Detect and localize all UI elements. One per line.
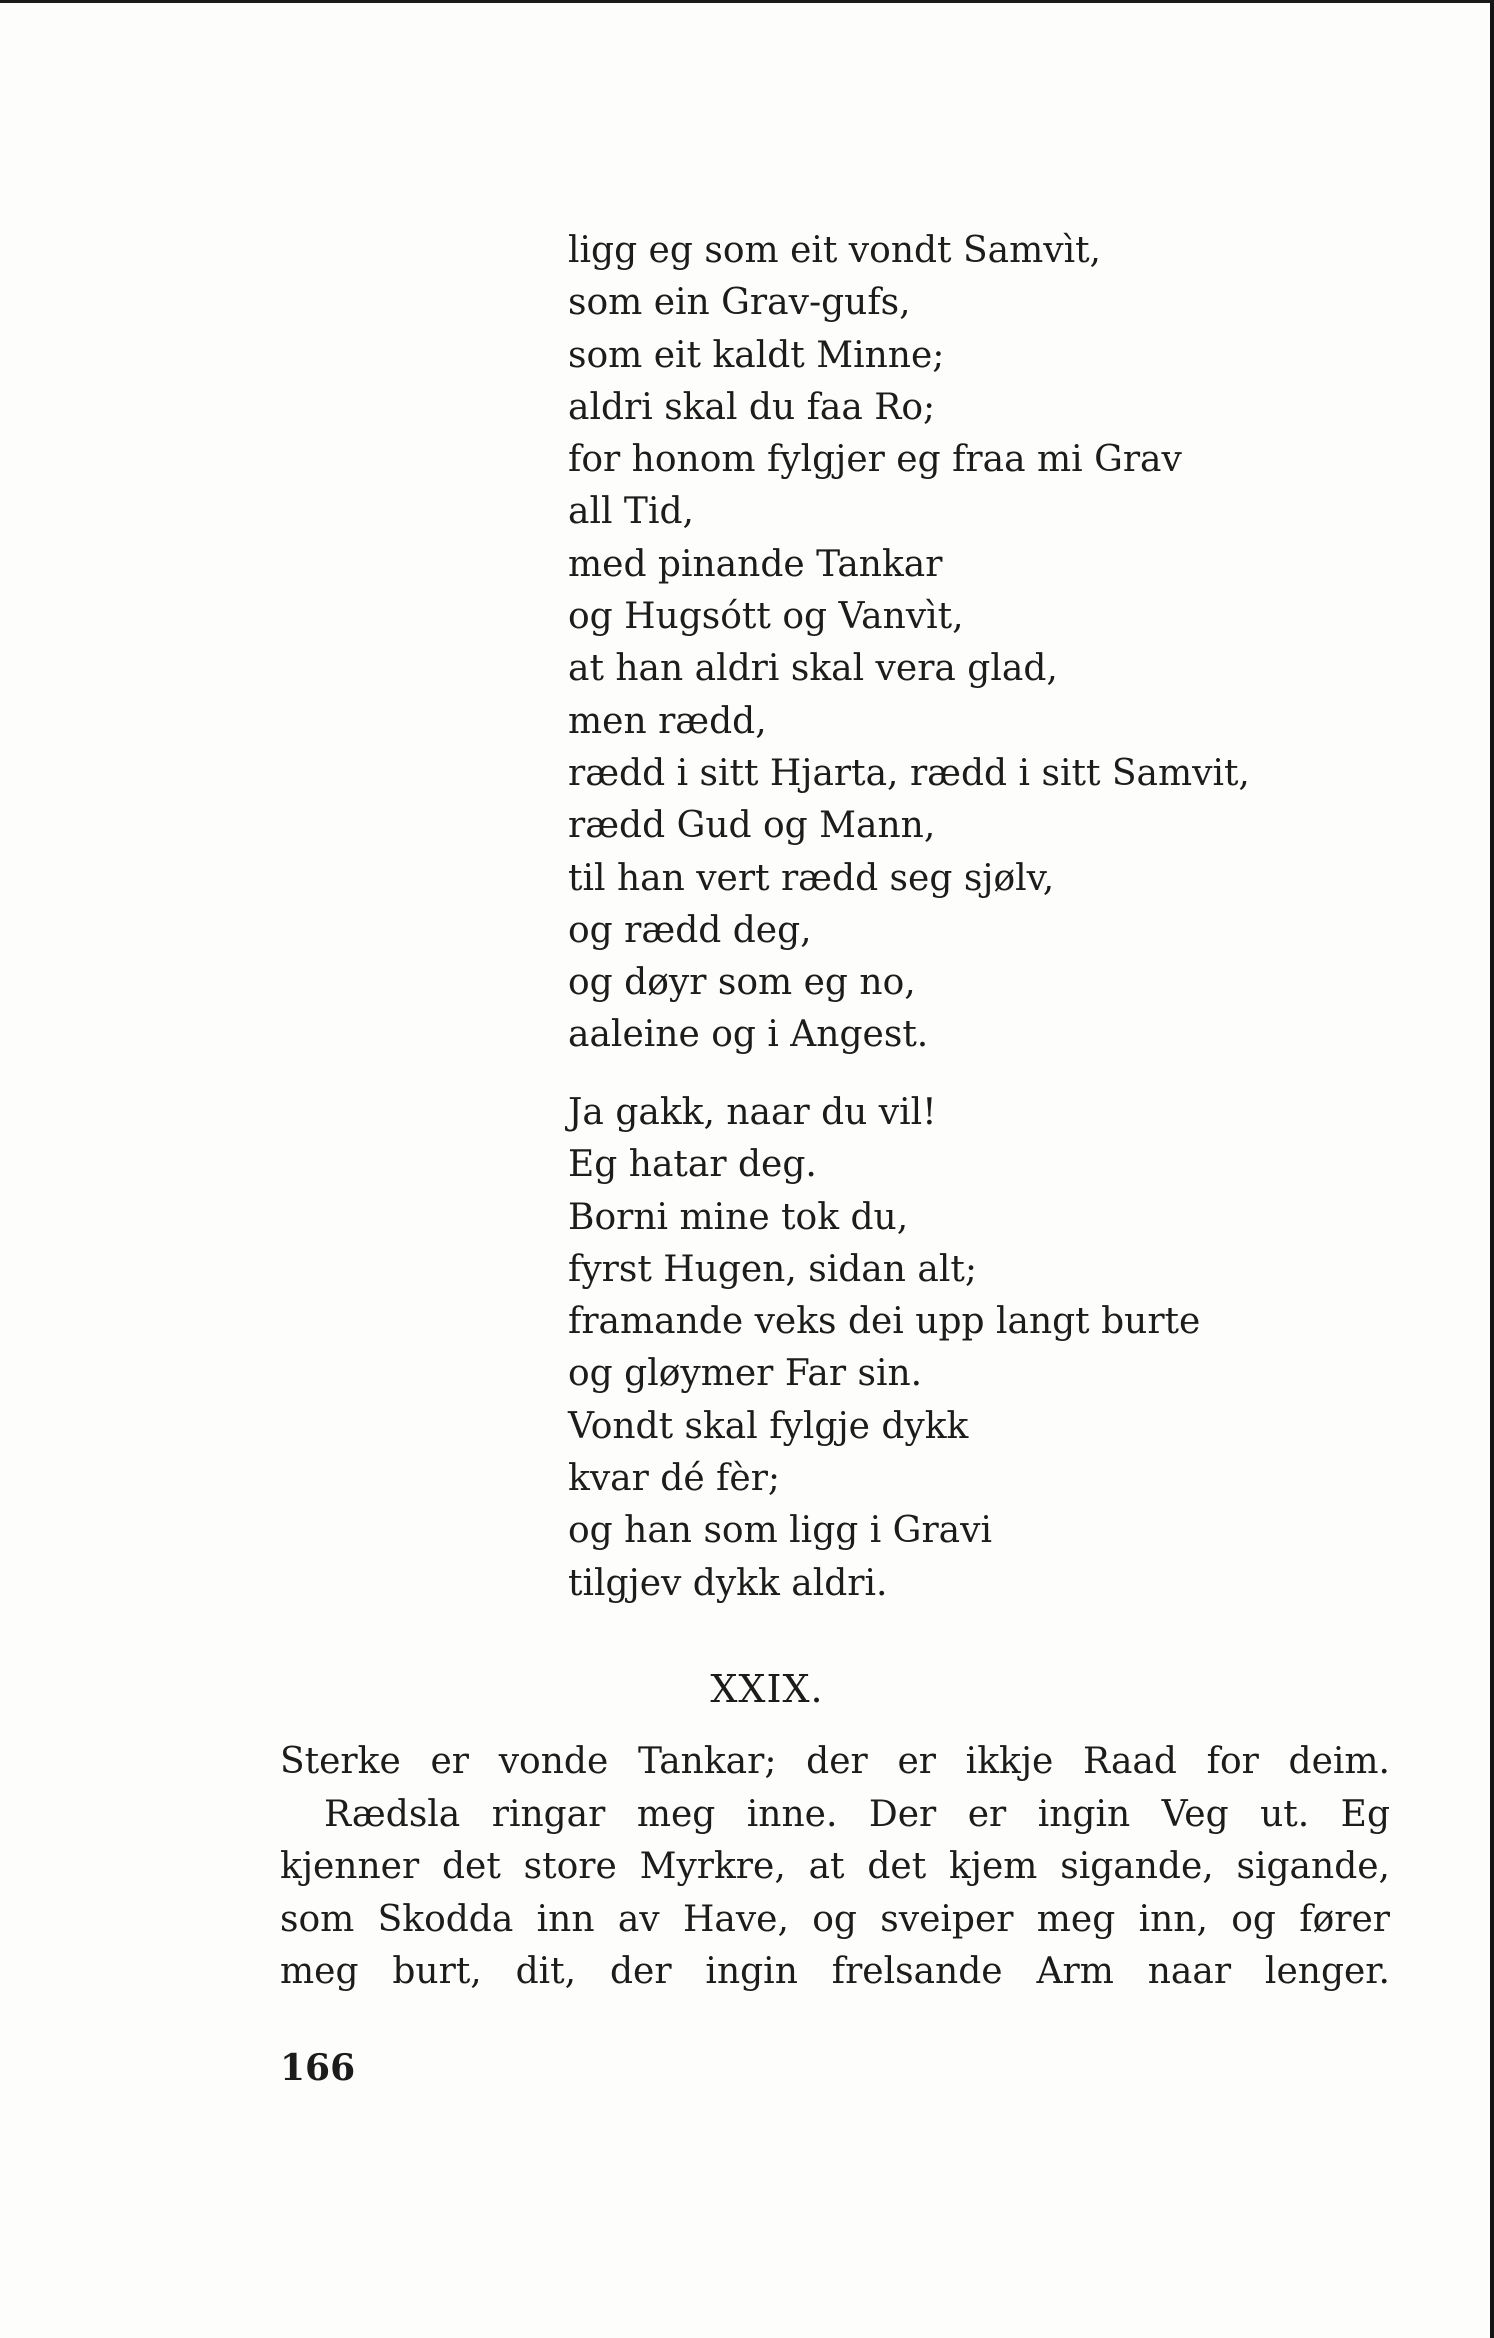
- verse-line: og Hugsótt og Vanvìt,: [568, 596, 964, 638]
- prose-paragraph: [280, 1736, 1390, 1999]
- prose-line: som Skodda inn av Have, og sveiper meg inn, og fører: [280, 1898, 1390, 1940]
- verse-line: rædd i sitt Hjarta, rædd i sitt Samvit,: [568, 752, 1250, 794]
- verse-line: Eg hatar deg.: [568, 1144, 817, 1186]
- poem-stanza-2: [568, 1087, 1200, 1610]
- prose-line: meg burt, dit, der ingin frelsande Arm naar lenger.: [280, 1951, 1390, 1992]
- verse-line: men rædd,: [568, 700, 767, 742]
- verse-line: ligg eg som eit vondt Samvìt,: [568, 230, 1101, 271]
- verse-line: tilgjev dykk aldri.: [568, 1562, 888, 1604]
- verse-line: til han vert rædd seg sjølv,: [568, 857, 1055, 899]
- verse-line: Borni mine tok du,: [568, 1196, 909, 1238]
- verse-line: som eit kaldt Minne;: [568, 334, 945, 376]
- verse-line: Ja gakk, naar du vil!: [568, 1092, 937, 1133]
- verse-line: at han aldri skal vera glad,: [568, 648, 1058, 690]
- verse-line: all Tid,: [568, 491, 694, 533]
- verse-line: fyrst Hugen, sidan alt;: [568, 1248, 977, 1290]
- verse-line: Vondt skal fylgje dykk: [568, 1405, 969, 1447]
- verse-line: og han som ligg i Gravi: [568, 1510, 992, 1552]
- verse-line: rædd Gud og Mann,: [568, 805, 936, 847]
- section-heading: XXIX.: [710, 1667, 824, 1711]
- prose-line: Rædsla ringar meg inne. Der er ingin Veg ut. Eg: [324, 1793, 1390, 1835]
- verse-line: med pinande Tankar: [568, 543, 943, 585]
- verse-line: aldri skal du faa Ro;: [568, 386, 936, 428]
- verse-line: som ein Grav-gufs,: [568, 282, 911, 324]
- page-number: 166: [280, 2047, 356, 2089]
- poem-stanza-1: [568, 225, 1250, 1062]
- prose-line: kjenner det store Myrkre, at det kjem sigande, sigande,: [280, 1846, 1390, 1887]
- prose-line: Sterke er vonde Tankar; der er ikkje Raad for deim.: [280, 1741, 1390, 1782]
- verse-line: og døyr som eg no,: [568, 962, 916, 1004]
- verse-line: aaleine og i Angest.: [568, 1014, 929, 1056]
- verse-line: og gløymer Far sin.: [568, 1353, 923, 1395]
- verse-line: for honom fylgjer eg fraa mi Grav: [568, 439, 1182, 481]
- verse-line: kvar dé fèr;: [568, 1458, 781, 1500]
- verse-line: og rædd deg,: [568, 909, 812, 951]
- verse-line: framande veks dei upp langt burte: [568, 1301, 1201, 1343]
